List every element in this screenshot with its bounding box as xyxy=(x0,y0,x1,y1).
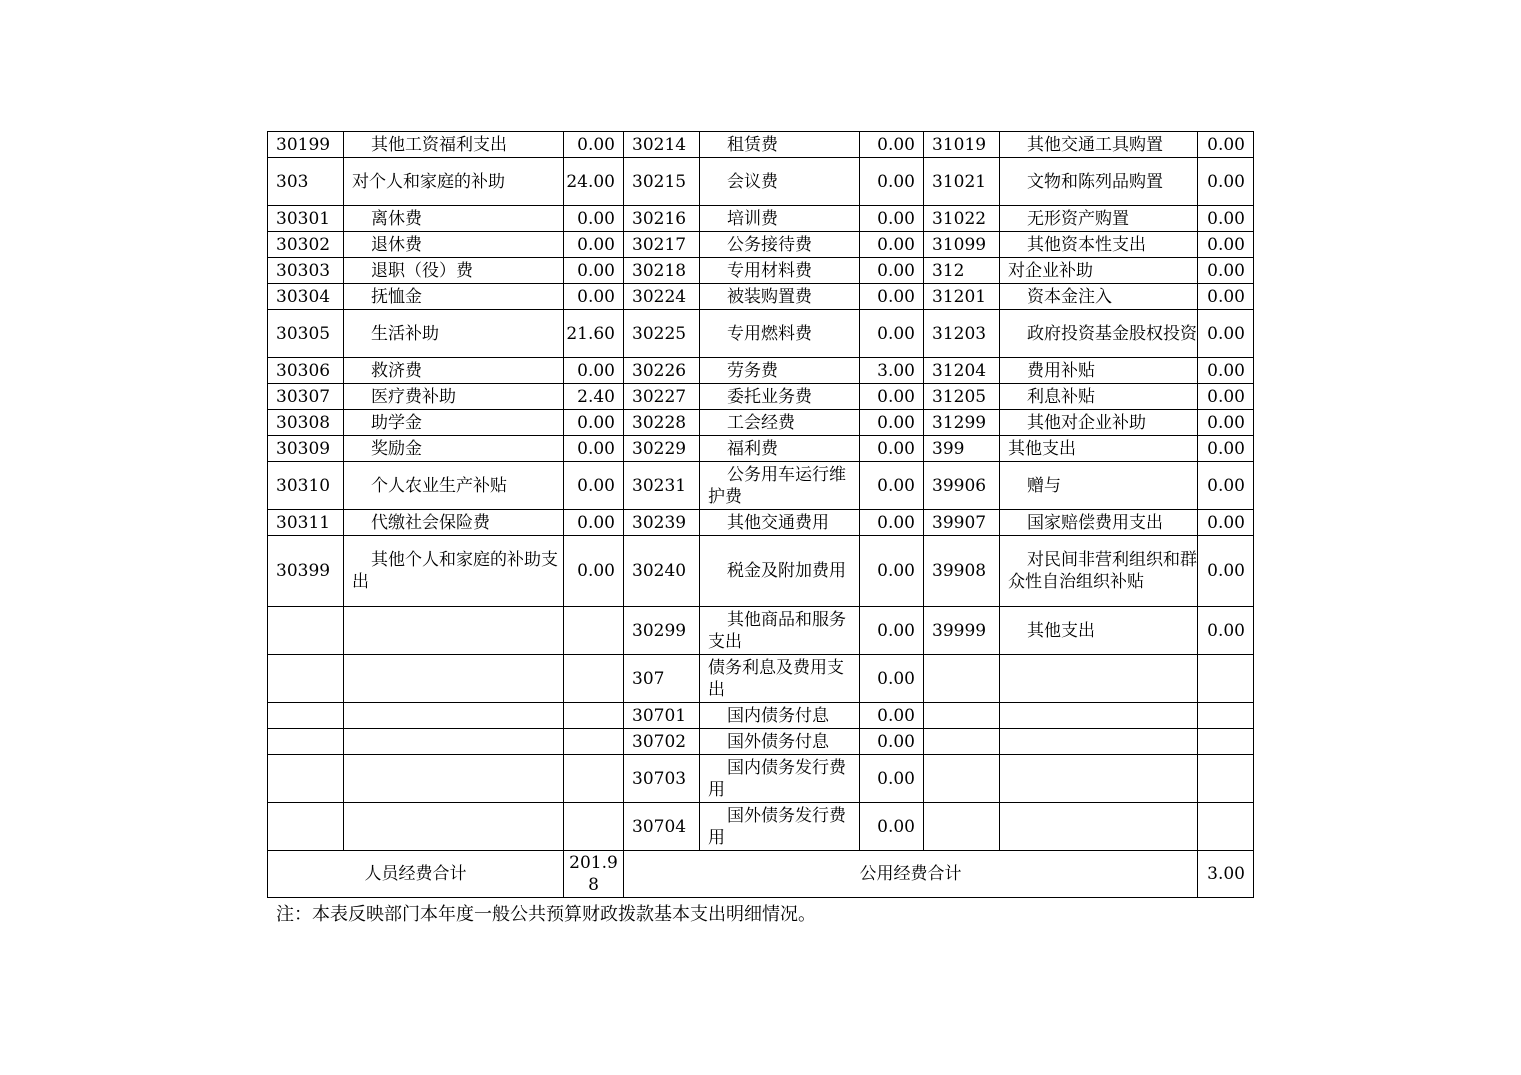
table-row xyxy=(268,358,1254,384)
cell-amount: 0.00 xyxy=(860,729,924,755)
cell-name: 培训费 xyxy=(700,206,860,232)
cell-name: 无形资产购置 xyxy=(1000,206,1198,232)
cell-code xyxy=(924,703,1000,729)
cell-amount: 21.60 xyxy=(564,310,624,358)
cell-amount: 2.40 xyxy=(564,384,624,410)
cell-code: 399 xyxy=(924,436,1000,462)
cell-code: 31022 xyxy=(924,206,1000,232)
table-footnote: 注：本表反映部门本年度一般公共预算财政拨款基本支出明细情况。 xyxy=(276,904,816,925)
cell-name: 其他交通工具购置 xyxy=(1000,132,1198,158)
cell-amount: 0.00 xyxy=(1198,436,1254,462)
cell-amount: 0.00 xyxy=(1198,462,1254,510)
cell-amount xyxy=(1198,729,1254,755)
table-row xyxy=(268,410,1254,436)
cell-name: 利息补贴 xyxy=(1000,384,1198,410)
cell-name xyxy=(344,729,564,755)
cell-amount: 0.00 xyxy=(1198,310,1254,358)
cell-name: 工会经费 xyxy=(700,410,860,436)
cell-amount xyxy=(564,803,624,851)
cell-code: 31021 xyxy=(924,158,1000,206)
cell-code: 30228 xyxy=(624,410,700,436)
cell-amount xyxy=(564,755,624,803)
cell-code: 30303 xyxy=(268,258,344,284)
totals-row xyxy=(268,851,1254,898)
cell-amount: 0.00 xyxy=(1198,536,1254,607)
cell-name xyxy=(1000,703,1198,729)
cell-name: 专用燃料费 xyxy=(700,310,860,358)
cell-amount: 0.00 xyxy=(564,206,624,232)
cell-code xyxy=(268,655,344,703)
cell-amount: 0.00 xyxy=(1198,410,1254,436)
cell-code: 30216 xyxy=(624,206,700,232)
public-total-label: 公用经费合计 xyxy=(624,851,1198,898)
cell-name: 离休费 xyxy=(344,206,564,232)
cell-amount: 0.00 xyxy=(860,158,924,206)
cell-amount: 0.00 xyxy=(1198,284,1254,310)
cell-amount: 0.00 xyxy=(564,510,624,536)
cell-code: 30703 xyxy=(624,755,700,803)
cell-name xyxy=(1000,803,1198,851)
cell-amount: 0.00 xyxy=(860,310,924,358)
cell-amount: 0.00 xyxy=(1198,258,1254,284)
cell-amount xyxy=(1198,703,1254,729)
cell-name xyxy=(1000,755,1198,803)
cell-code: 30308 xyxy=(268,410,344,436)
cell-name: 国外债务发行费用 xyxy=(700,803,860,851)
table-row xyxy=(268,755,1254,803)
cell-name xyxy=(1000,729,1198,755)
cell-name: 被装购置费 xyxy=(700,284,860,310)
cell-name: 退职（役）费 xyxy=(344,258,564,284)
cell-code: 303 xyxy=(268,158,344,206)
cell-amount: 0.00 xyxy=(1198,232,1254,258)
table-row xyxy=(268,232,1254,258)
cell-amount: 0.00 xyxy=(860,803,924,851)
cell-name: 税金及附加费用 xyxy=(700,536,860,607)
cell-code xyxy=(268,729,344,755)
cell-code: 30399 xyxy=(268,536,344,607)
cell-name xyxy=(1000,655,1198,703)
cell-amount: 0.00 xyxy=(860,462,924,510)
cell-code: 39908 xyxy=(924,536,1000,607)
cell-name: 对个人和家庭的补助 xyxy=(344,158,564,206)
cell-name: 抚恤金 xyxy=(344,284,564,310)
cell-amount: 0.00 xyxy=(564,132,624,158)
cell-amount: 0.00 xyxy=(860,755,924,803)
cell-name: 奖励金 xyxy=(344,436,564,462)
table-row xyxy=(268,729,1254,755)
table-row xyxy=(268,132,1254,158)
cell-name: 医疗费补助 xyxy=(344,384,564,410)
cell-name: 资本金注入 xyxy=(1000,284,1198,310)
cell-code: 39999 xyxy=(924,607,1000,655)
cell-name: 代缴社会保险费 xyxy=(344,510,564,536)
cell-code xyxy=(268,607,344,655)
cell-code: 30307 xyxy=(268,384,344,410)
cell-code: 30217 xyxy=(624,232,700,258)
cell-code: 30299 xyxy=(624,607,700,655)
cell-amount: 0.00 xyxy=(860,436,924,462)
cell-code: 31299 xyxy=(924,410,1000,436)
cell-amount: 0.00 xyxy=(564,284,624,310)
cell-code: 39906 xyxy=(924,462,1000,510)
cell-name: 国内债务付息 xyxy=(700,703,860,729)
cell-code: 30218 xyxy=(624,258,700,284)
cell-code: 30701 xyxy=(624,703,700,729)
cell-amount: 0.00 xyxy=(860,206,924,232)
cell-amount xyxy=(564,655,624,703)
cell-amount: 0.00 xyxy=(860,410,924,436)
cell-name: 救济费 xyxy=(344,358,564,384)
cell-code: 30306 xyxy=(268,358,344,384)
cell-name: 其他工资福利支出 xyxy=(344,132,564,158)
cell-code: 30311 xyxy=(268,510,344,536)
cell-code: 30309 xyxy=(268,436,344,462)
cell-code: 30305 xyxy=(268,310,344,358)
cell-name: 福利费 xyxy=(700,436,860,462)
cell-amount: 0.00 xyxy=(1198,607,1254,655)
cell-name: 个人农业生产补贴 xyxy=(344,462,564,510)
cell-code: 30199 xyxy=(268,132,344,158)
cell-code: 31019 xyxy=(924,132,1000,158)
personnel-total-label: 人员经费合计 xyxy=(268,851,564,898)
cell-name: 委托业务费 xyxy=(700,384,860,410)
cell-name: 其他资本性支出 xyxy=(1000,232,1198,258)
cell-amount: 0.00 xyxy=(564,358,624,384)
cell-amount: 0.00 xyxy=(1198,158,1254,206)
cell-name xyxy=(344,755,564,803)
cell-name: 其他对企业补助 xyxy=(1000,410,1198,436)
cell-code xyxy=(924,755,1000,803)
cell-code: 30240 xyxy=(624,536,700,607)
cell-name: 对民间非营利组织和群众性自治组织补贴 xyxy=(1000,536,1198,607)
cell-code: 307 xyxy=(624,655,700,703)
cell-name: 劳务费 xyxy=(700,358,860,384)
table-row xyxy=(268,607,1254,655)
cell-name xyxy=(344,655,564,703)
cell-name: 租赁费 xyxy=(700,132,860,158)
cell-name: 债务利息及费用支出 xyxy=(700,655,860,703)
cell-code xyxy=(924,729,1000,755)
table-body xyxy=(268,132,1254,898)
cell-name: 其他支出 xyxy=(1000,436,1198,462)
cell-amount xyxy=(564,607,624,655)
cell-amount: 0.00 xyxy=(860,510,924,536)
cell-amount xyxy=(564,729,624,755)
cell-amount: 0.00 xyxy=(564,436,624,462)
cell-name xyxy=(344,703,564,729)
cell-code: 30229 xyxy=(624,436,700,462)
table-row xyxy=(268,510,1254,536)
table-row xyxy=(268,655,1254,703)
cell-name: 其他个人和家庭的补助支出 xyxy=(344,536,564,607)
cell-code xyxy=(268,703,344,729)
cell-name: 文物和陈列品购置 xyxy=(1000,158,1198,206)
cell-name: 赠与 xyxy=(1000,462,1198,510)
cell-amount: 0.00 xyxy=(860,536,924,607)
cell-name: 政府投资基金股权投资 xyxy=(1000,310,1198,358)
cell-name: 公务接待费 xyxy=(700,232,860,258)
cell-code: 30225 xyxy=(624,310,700,358)
cell-amount: 0.00 xyxy=(1198,384,1254,410)
cell-name: 费用补贴 xyxy=(1000,358,1198,384)
cell-code: 30704 xyxy=(624,803,700,851)
cell-amount: 0.00 xyxy=(1198,206,1254,232)
cell-name: 国家赔偿费用支出 xyxy=(1000,510,1198,536)
cell-code: 31203 xyxy=(924,310,1000,358)
cell-name: 国外债务付息 xyxy=(700,729,860,755)
cell-amount: 0.00 xyxy=(860,258,924,284)
personnel-total-value: 201.98 xyxy=(564,851,624,898)
cell-amount xyxy=(1198,755,1254,803)
cell-amount: 0.00 xyxy=(564,410,624,436)
cell-name: 其他商品和服务支出 xyxy=(700,607,860,655)
cell-amount: 3.00 xyxy=(860,358,924,384)
cell-code: 312 xyxy=(924,258,1000,284)
cell-name: 其他支出 xyxy=(1000,607,1198,655)
cell-code: 30702 xyxy=(624,729,700,755)
table-row xyxy=(268,310,1254,358)
cell-code xyxy=(268,803,344,851)
cell-code xyxy=(924,803,1000,851)
cell-amount: 0.00 xyxy=(1198,510,1254,536)
cell-code xyxy=(268,755,344,803)
cell-amount: 0.00 xyxy=(860,703,924,729)
cell-amount xyxy=(564,703,624,729)
cell-code: 39907 xyxy=(924,510,1000,536)
cell-name: 公务用车运行维护费 xyxy=(700,462,860,510)
table-row xyxy=(268,462,1254,510)
cell-amount: 0.00 xyxy=(860,655,924,703)
table-row xyxy=(268,258,1254,284)
cell-code: 30226 xyxy=(624,358,700,384)
cell-name: 国内债务发行费用 xyxy=(700,755,860,803)
cell-code: 30214 xyxy=(624,132,700,158)
cell-code: 30304 xyxy=(268,284,344,310)
cell-amount: 0.00 xyxy=(1198,358,1254,384)
expenditure-detail-table xyxy=(267,131,1254,898)
cell-code: 30215 xyxy=(624,158,700,206)
cell-name: 退休费 xyxy=(344,232,564,258)
cell-amount: 0.00 xyxy=(564,536,624,607)
cell-amount xyxy=(1198,655,1254,703)
table-row xyxy=(268,284,1254,310)
cell-amount: 0.00 xyxy=(564,258,624,284)
cell-code: 30239 xyxy=(624,510,700,536)
cell-amount: 0.00 xyxy=(860,384,924,410)
cell-amount: 0.00 xyxy=(564,462,624,510)
cell-code: 31201 xyxy=(924,284,1000,310)
cell-name: 其他交通费用 xyxy=(700,510,860,536)
table-row xyxy=(268,384,1254,410)
table-row xyxy=(268,158,1254,206)
cell-name: 会议费 xyxy=(700,158,860,206)
cell-code: 31205 xyxy=(924,384,1000,410)
cell-code: 30231 xyxy=(624,462,700,510)
cell-amount: 0.00 xyxy=(860,132,924,158)
cell-code xyxy=(924,655,1000,703)
cell-name: 对企业补助 xyxy=(1000,258,1198,284)
cell-amount: 0.00 xyxy=(860,284,924,310)
cell-name xyxy=(344,607,564,655)
cell-amount: 0.00 xyxy=(860,232,924,258)
cell-amount: 0.00 xyxy=(1198,132,1254,158)
table-row xyxy=(268,536,1254,607)
cell-name: 专用材料费 xyxy=(700,258,860,284)
cell-code: 30301 xyxy=(268,206,344,232)
cell-code: 31099 xyxy=(924,232,1000,258)
cell-name xyxy=(344,803,564,851)
table-row xyxy=(268,703,1254,729)
cell-amount xyxy=(1198,803,1254,851)
cell-code: 31204 xyxy=(924,358,1000,384)
table-row xyxy=(268,206,1254,232)
table-row xyxy=(268,803,1254,851)
cell-amount: 24.00 xyxy=(564,158,624,206)
public-total-value: 3.00 xyxy=(1198,851,1254,898)
cell-code: 30310 xyxy=(268,462,344,510)
cell-code: 30227 xyxy=(624,384,700,410)
table-row xyxy=(268,436,1254,462)
cell-code: 30224 xyxy=(624,284,700,310)
cell-code: 30302 xyxy=(268,232,344,258)
cell-amount: 0.00 xyxy=(860,607,924,655)
cell-name: 助学金 xyxy=(344,410,564,436)
cell-amount: 0.00 xyxy=(564,232,624,258)
cell-name: 生活补助 xyxy=(344,310,564,358)
